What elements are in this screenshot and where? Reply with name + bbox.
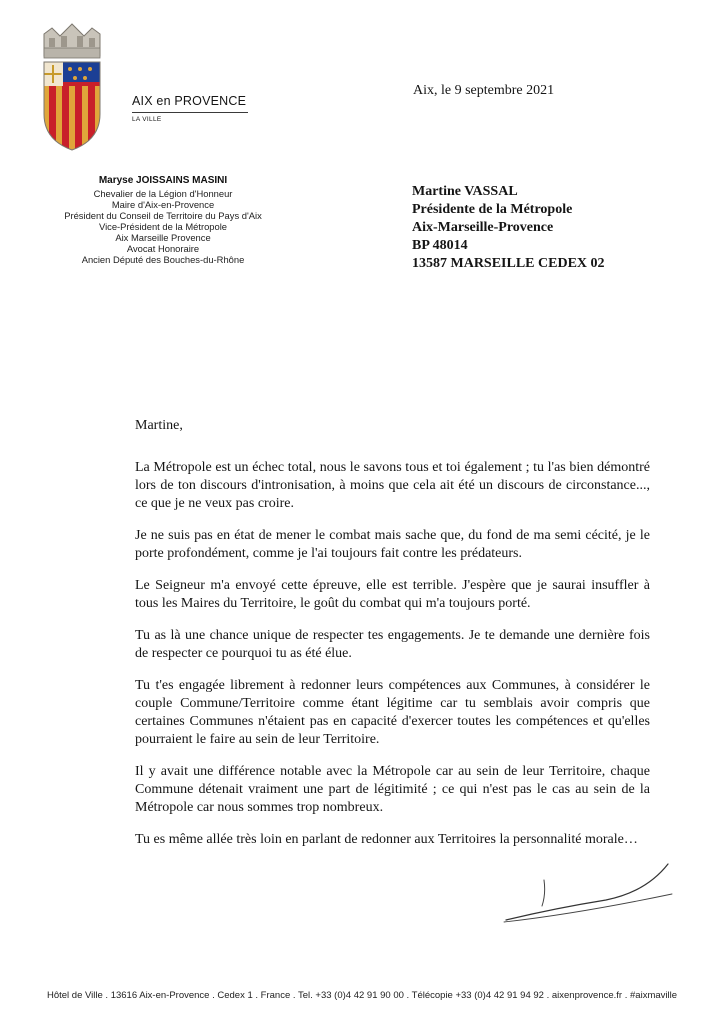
city-branding xyxy=(132,94,250,123)
aix-coat-of-arms-icon xyxy=(40,22,104,152)
letter-date: Aix, le 9 septembre 2021 xyxy=(413,83,555,98)
paragraph: Tu t'es engagée librement à redonner leurs compétences aux Communes, à considérer le couple Commune/Territoire comme étant légitime car tu semblais avoir compris que certaines Communes n'étaient pas en capacité d'exercer toutes les compétences et qu'elles pourraient le faire au sein de leur Territoire. xyxy=(135,678,650,747)
paragraph: Tu as là une chance unique de respecter tes engagements. Je te demande une dernière fois de respecter ce pourquoi tu as été élue. xyxy=(135,628,650,661)
paragraph: Le Seigneur m'a envoyé cette épreuve, elle est terrible. J'espère que je saurai insuffler à tous les Maires du Territoire, le goût du combat qui m'a toujours porté. xyxy=(135,578,650,611)
mayor-title: Président du Conseil de Territoire du Pays d'Aix xyxy=(64,210,262,221)
mayor-title: Chevalier de la Légion d'Honneur xyxy=(93,188,233,199)
paragraph: Tu es même allée très loin en parlant de redonner aux Territoires la personnalité morale… xyxy=(135,832,638,847)
recipient-address xyxy=(412,183,605,273)
paragraph: Je ne suis pas en état de mener le combat mais sache que, du fond de ma semi cécité, je le porte profondément, comme je l'ai toujours fait contre les prédateurs. xyxy=(135,528,650,561)
recipient-line: BP 48014 xyxy=(412,238,468,253)
city-subtitle: LA VILLE xyxy=(132,116,162,123)
mayor-title: Avocat Honoraire xyxy=(126,243,200,254)
letter-body xyxy=(135,417,650,863)
mayor-title: Ancien Député des Bouches-du-Rhône xyxy=(81,254,245,265)
recipient-line: 13587 MARSEILLE CEDEX 02 xyxy=(412,256,605,271)
city-name: AIX en PROVENCE xyxy=(132,94,247,108)
city-divider xyxy=(132,112,248,113)
footer-contact: Hôtel de Ville . 13616 Aix-en-Provence . Cedex 1 . France . Tel. +33 (0)4 42 91 90 00 . Télécopie +33 (0)4 42 91 94 92 . aixenprovence.fr . #aixmaville xyxy=(46,990,678,1001)
recipient-line: Aix-Marseille-Provence xyxy=(412,220,554,235)
recipient-line: Martine VASSAL xyxy=(412,184,518,199)
salutation: Martine, xyxy=(135,418,183,433)
paragraph: Il y avait une différence notable avec la Métropole car au sein de leur Territoire, chaque Commune détenait vraiment une part de légitimité ; ce qui n'est pas le cas au sein de la Métropole car nous sommes trop nombreux. xyxy=(135,764,650,815)
paragraph: La Métropole est un échec total, nous le savons tous et toi également ; tu l'as bien démontré lors de ton discours d'intronisation, à moins que cela ait été un discours de circonstance..., ce que je ne veux pas croire. xyxy=(135,460,650,511)
handwritten-signature xyxy=(496,858,676,938)
mayor-title: Vice-Président de la Métropole xyxy=(98,221,228,232)
mayor-title: Maire d'Aix-en-Provence xyxy=(111,199,215,210)
mayor-block xyxy=(30,175,296,265)
mayor-name: Maryse JOISSAINS MASINI xyxy=(98,175,228,186)
recipient-line: Présidente de la Métropole xyxy=(412,202,573,217)
mayor-title: Aix Marseille Provence xyxy=(115,232,211,243)
